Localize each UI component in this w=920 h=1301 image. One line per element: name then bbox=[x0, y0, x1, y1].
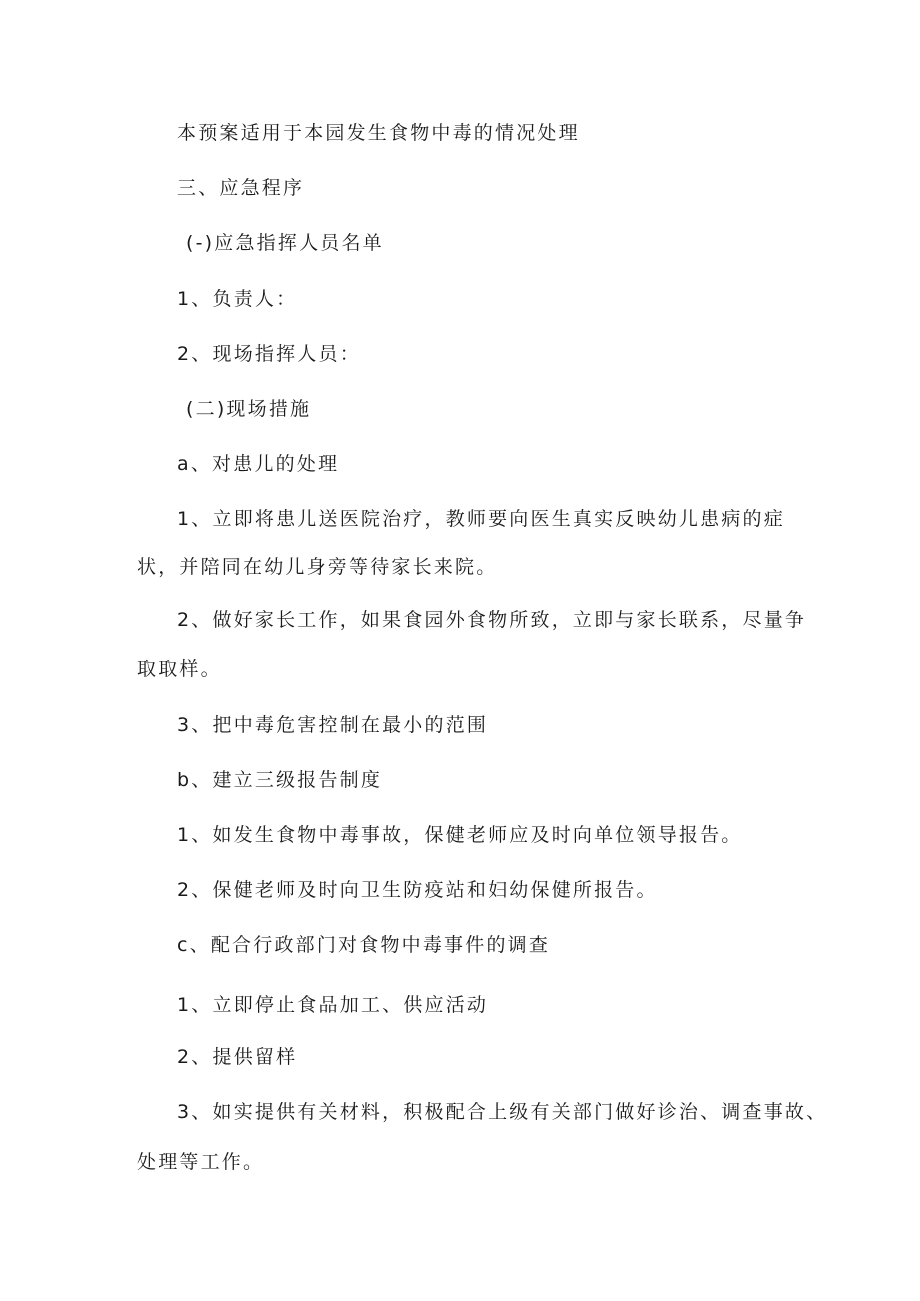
item-person-in-charge: 1、负责人： bbox=[177, 288, 298, 310]
paragraph-b2: 2、保健老师及时向卫生防疫站和妇幼保健所报告。 bbox=[177, 879, 658, 901]
paragraph-scope: 本预案适用于本园发生食物中毒的情况处理 bbox=[177, 122, 580, 144]
paragraph-c2: 2、提供留样 bbox=[177, 1046, 298, 1068]
paragraph-a1-line2: 状，并陪同在幼儿身旁等待家长来院。 bbox=[137, 556, 498, 578]
paragraph-b1: 1、如发生食物中毒事故，保健老师应及时向单位领导报告。 bbox=[177, 824, 743, 846]
paragraph-a1-line1: 1、立即将患儿送医院治疗，教师要向医生真实反映幼儿患病的症 bbox=[177, 508, 785, 530]
paragraph-c3-line1: 3、如实提供有关材料，积极配合上级有关部门做好诊治、调查事故、 bbox=[177, 1101, 828, 1123]
paragraph-a2-line1: 2、做好家长工作，如果食园外食物所致，立即与家长联系，尽量争 bbox=[177, 609, 807, 631]
item-onsite-commander: 2、现场指挥人员： bbox=[177, 343, 361, 365]
paragraph-a3: 3、把中毒危害控制在最小的范围 bbox=[177, 714, 489, 736]
paragraph-c3-line2: 处理等工作。 bbox=[137, 1151, 265, 1173]
section-c-heading: c、配合行政部门对食物中毒事件的调查 bbox=[177, 934, 551, 956]
subheading-onsite-measures: (二)现场措施 bbox=[186, 398, 312, 420]
paragraph-a2-line2: 取取样。 bbox=[137, 658, 222, 680]
subheading-command-personnel: (-)应急指挥人员名单 bbox=[186, 232, 384, 254]
heading-emergency-procedure: 三、应急程序 bbox=[177, 177, 305, 199]
paragraph-c1: 1、立即停止食品加工、供应活动 bbox=[177, 994, 489, 1016]
section-b-heading: b、建立三级报告制度 bbox=[177, 769, 383, 791]
section-a-heading: a、对患儿的处理 bbox=[177, 453, 340, 475]
